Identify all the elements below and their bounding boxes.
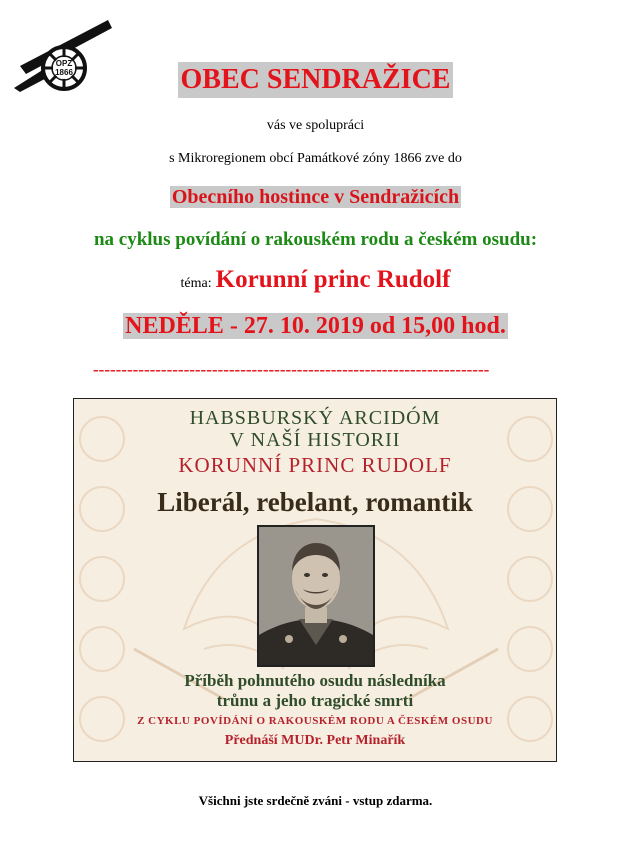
poster-heading-2: V NAŠÍ HISTORII xyxy=(229,429,401,451)
topic-label: téma: xyxy=(180,276,212,291)
title-container xyxy=(0,62,631,98)
event-poster xyxy=(73,398,557,762)
logo-text-top: OPZ xyxy=(55,59,73,68)
topic-line xyxy=(0,266,631,294)
portrait-drawing xyxy=(259,527,373,665)
venue-line xyxy=(0,186,631,209)
logo-text-bottom: 1866 xyxy=(55,68,73,77)
intro-line-2: s Mikroregionem obcí Památkové zóny 1866 zve do xyxy=(169,151,462,166)
poster-tagline: Liberál, rebelant, romantik xyxy=(157,487,473,517)
poster-speaker: Přednáší MUDr. Petr Minařík xyxy=(224,733,406,748)
footer-text: Všichni jste srdečně zváni - vstup zdarma. xyxy=(198,793,433,808)
page-title: OBEC SENDRAŽICE xyxy=(178,62,454,98)
date-line xyxy=(0,313,631,340)
portrait-image xyxy=(257,525,375,667)
poster-description-1: Příběh pohnutého osudu následníka xyxy=(184,671,446,690)
topic-name: Korunní princ Rudolf xyxy=(215,266,451,293)
poster-heading-3: KORUNNÍ PRINC RUDOLF xyxy=(178,453,452,477)
cycle-text: na cyklus povídání o rakouském rodu a českém osudu: xyxy=(93,229,538,250)
poster-heading-1: HABSBURSKÝ ARCIDÓM xyxy=(189,407,441,429)
poster-description-2: trůnu a jeho tragické smrti xyxy=(216,691,414,710)
intro-line-1: vás ve spolupráci xyxy=(266,118,365,133)
venue-text: Obecního hostince v Sendražicích xyxy=(171,186,460,208)
separator-line: ---------------------------------------------------------------------- xyxy=(93,360,490,379)
poster-series: Z CYKLU POVÍDÁNÍ O RAKOUSKÉM RODU A ČESKÉM OSUDU xyxy=(137,715,493,727)
date-text: NEDĚLE - 27. 10. 2019 od 15,00 hod. xyxy=(125,313,506,339)
